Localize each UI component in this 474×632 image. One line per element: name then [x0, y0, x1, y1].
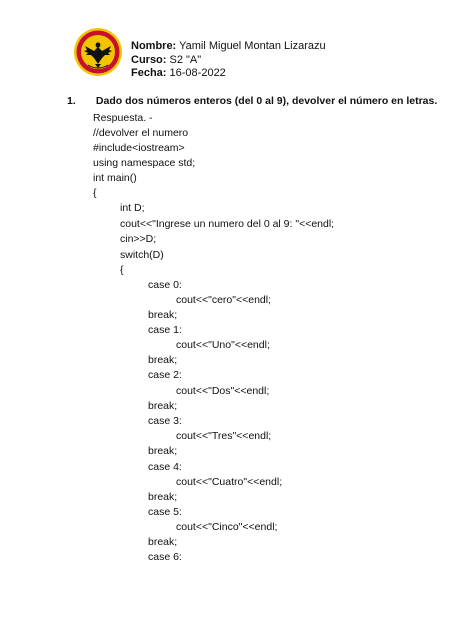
code-line: cout<<"cero"<<endl; [176, 294, 272, 306]
fecha-row [131, 67, 326, 81]
question-1 [67, 95, 437, 107]
eagle-crest-icon [73, 27, 123, 77]
fecha-label: Fecha: [131, 67, 167, 79]
code-line: cout<<"Ingrese un numero del 0 al 9: "<<endl; [120, 218, 335, 230]
answer-label: Respuesta. - [93, 112, 153, 124]
code-line: case 6: [148, 551, 182, 563]
code-line: { [93, 187, 97, 199]
code-line: break; [148, 309, 178, 321]
code-line: { [120, 264, 124, 276]
code-line: cout<<"Cinco"<<endl; [176, 521, 278, 533]
curso-row [131, 54, 326, 68]
code-line: int main() [93, 172, 137, 184]
code-line: int D; [120, 202, 145, 214]
question-number: 1. [67, 95, 76, 107]
code-line: break; [148, 400, 178, 412]
code-line: cout<<"Dos"<<endl; [176, 385, 270, 397]
code-line: switch(D) [120, 249, 164, 261]
code-line: case 0: [148, 279, 182, 291]
nombre-row [131, 40, 326, 54]
nombre-label: Nombre: [131, 40, 177, 52]
code-line: cout<<"Cuatro"<<endl; [176, 476, 283, 488]
code-line: break; [148, 445, 178, 457]
code-line: case 5: [148, 506, 182, 518]
curso-label: Curso: [131, 53, 167, 66]
fecha-value: 16-08-2022 [169, 67, 226, 79]
code-line: case 1: [148, 324, 182, 336]
student-info [131, 40, 326, 81]
curso-value: S2 "A" [169, 53, 202, 66]
code-line: using namespace std; [93, 157, 196, 169]
code-line: cout<<"Tres"<<endl; [176, 430, 272, 442]
code-line: case 3: [148, 415, 182, 427]
code-line: //devolver el numero [93, 127, 189, 139]
code-line: case 2: [148, 369, 182, 381]
code-line: cout<<"Uno"<<endl; [176, 339, 270, 351]
code-line: case 4: [148, 461, 182, 473]
question-text: Dado dos números enteros (del 0 al 9), devolver el número en letras. [95, 95, 438, 107]
nombre-value: Yamil Miguel Montan Lizarazu [179, 40, 326, 52]
code-line: break; [148, 354, 178, 366]
code-line: cin>>D; [120, 233, 157, 245]
code-line: break; [148, 536, 178, 548]
code-line: #include<iostream> [93, 142, 185, 154]
code-line: break; [148, 491, 178, 503]
